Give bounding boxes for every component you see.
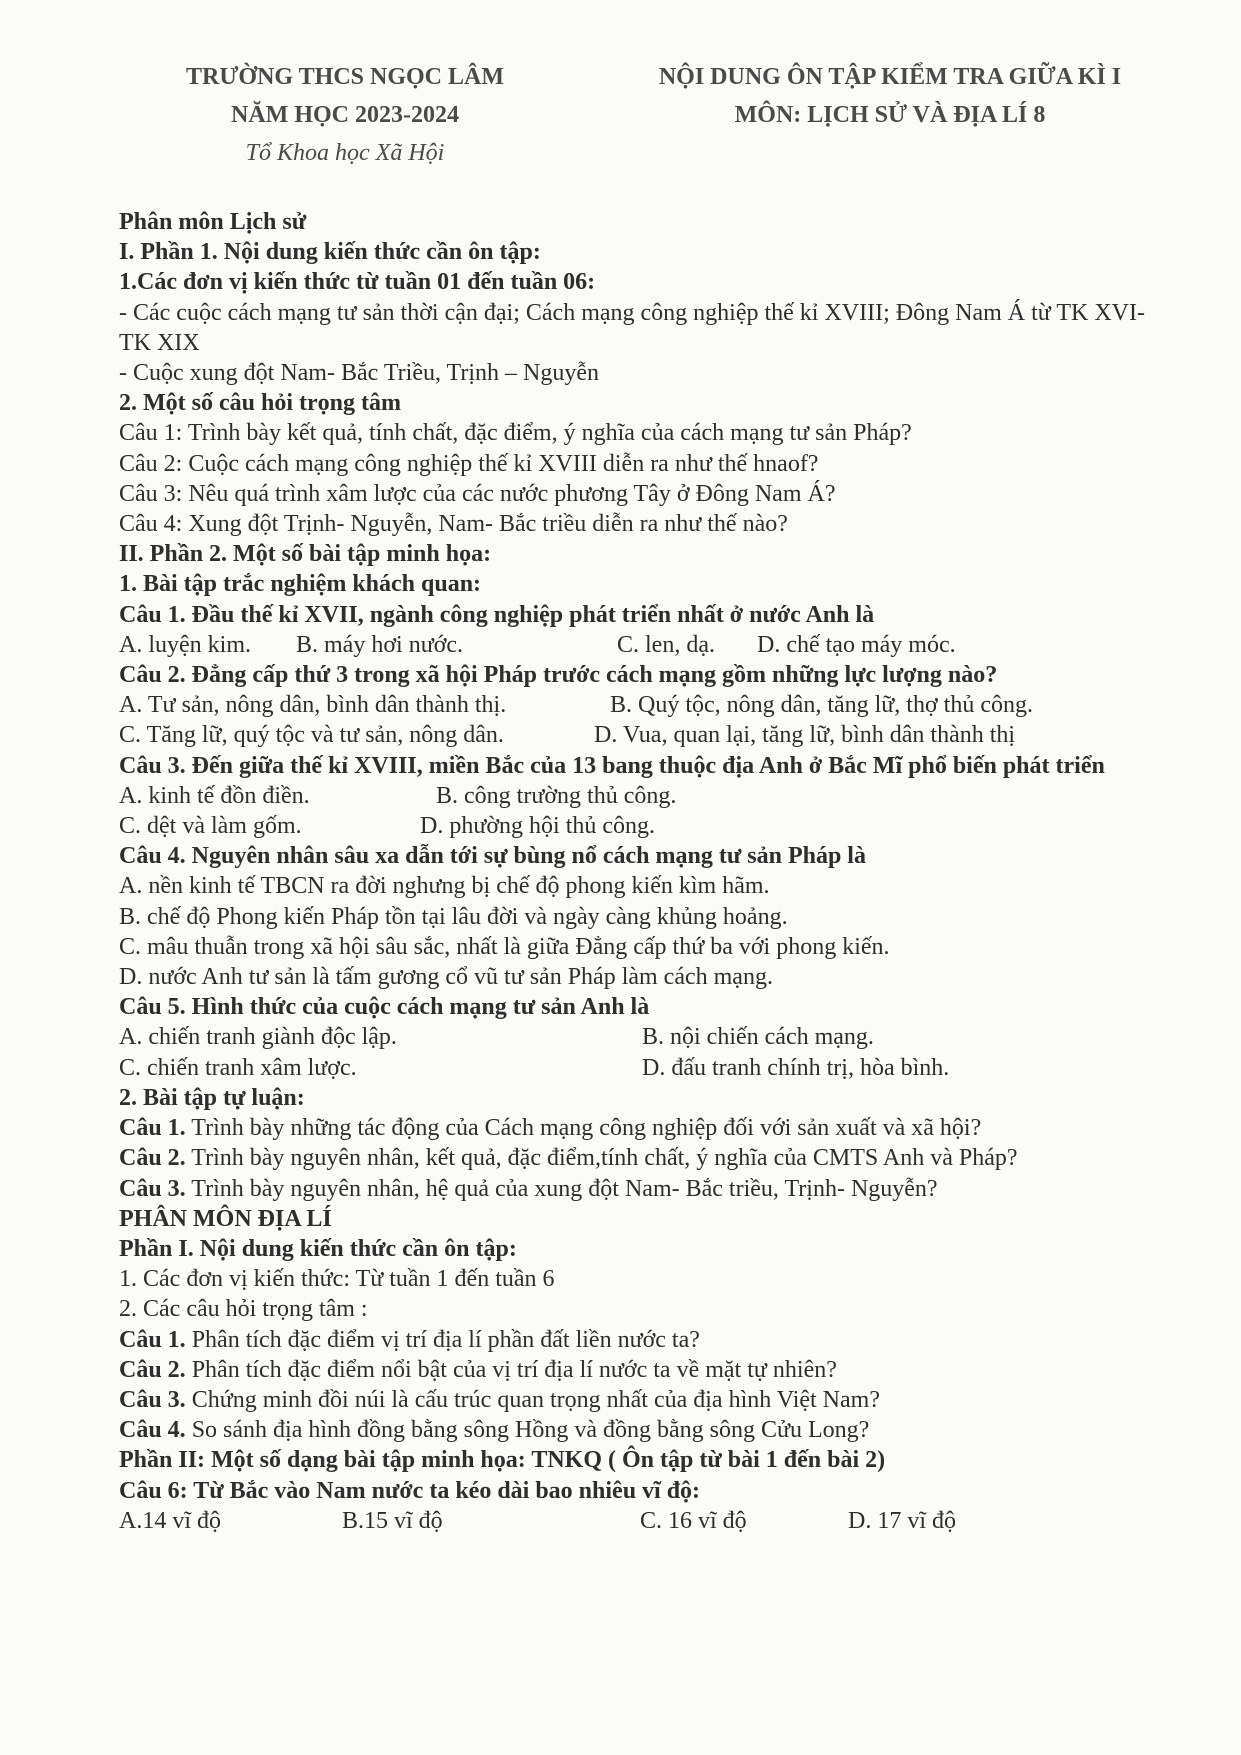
mcq-option-d: D. chế tạo máy móc. [757,631,956,658]
mcq-option-d: D. Vua, quan lại, tăng lữ, bình dân thành thị [594,722,1016,749]
mcq-option-a: A. luyện kim. [119,631,251,658]
question-label: Câu 1. [119,1326,186,1353]
mcq-option-a: A. Tư sản, nông dân, bình dân thành thị. [119,692,507,719]
geography-key-question [119,1385,1181,1415]
geography-key-title: 2. Các câu hỏi trọng tâm : [119,1296,368,1323]
essay-question [119,1113,1181,1143]
mcq-options [119,1053,1181,1083]
school-header [150,58,540,172]
subject-title: MÔN: LỊCH SỬ VÀ ĐỊA LÍ 8 [734,102,1046,128]
history-unit-item: - Cuộc xung đột Nam- Bắc Triều, Trịnh – Nguyễn [119,360,599,387]
mcq-options [119,811,1181,841]
mcq-options [119,1022,1181,1052]
document-header [620,58,1160,134]
mcq-option-b: B. công trường thủ công. [436,782,677,809]
geography-part2-title: Phần II: Một số dạng bài tập minh họa: TNKQ ( Ôn tập từ bài 1 đến bài 2) [119,1447,886,1474]
mcq-option-a: A. chiến tranh giành độc lập. [119,1024,397,1051]
mcq-option-d: D. đấu tranh chính trị, hòa bình. [642,1054,950,1081]
question-text: Chứng minh đồi núi là cấu trúc quan trọng nhất của địa hình Việt Nam? [185,1386,880,1413]
history-units-title: 1.Các đơn vị kiến thức từ tuần 01 đến tuần 06: [119,269,596,296]
essay-text: Trình bày nguyên nhân, kết quả, đặc điểm,tính chất, ý nghĩa của CMTS Anh và Pháp? [185,1145,1018,1172]
department: Tổ Khoa học Xã Hội [245,140,445,166]
history-unit-item: - Các cuộc cách mạng tư sản thời cận đại; Cách mạng công nghiệp thế kỉ XVIII; Đông Nam Á từ TK XVI- TK XIX [119,299,1145,356]
mcq-options [119,1506,1181,1536]
history-mcq-title: 1. Bài tập trắc nghiệm khách quan: [119,571,482,598]
history-key-question: Câu 1: Trình bày kết quả, tính chất, đặc điểm, ý nghĩa của cách mạng tư sản Pháp? [119,420,912,447]
question-label: Câu 2. [119,1356,186,1383]
history-key-question: Câu 2: Cuộc cách mạng công nghiệp thế kỉ XVIII diễn ra như thế hnaof? [119,450,819,477]
geography-key-question [119,1415,1181,1445]
essay-text: Trình bày nguyên nhân, hệ quả của xung đột Nam- Bắc triều, Trịnh- Nguyễn? [185,1175,938,1202]
question-label: Câu 4. [119,1417,186,1444]
mcq-question: Câu 1. Đầu thế kỉ XVII, ngành công nghiệp phát triển nhất ở nước Anh là [119,601,875,628]
geography-part1-title: Phần I. Nội dung kiến thức cần ôn tập: [119,1235,517,1262]
question-label: Câu 3. [119,1386,186,1413]
document-body [119,207,1181,1536]
essay-label: Câu 3. [119,1175,186,1202]
mcq-option-c: C. dệt và làm gốm. [119,813,302,840]
mcq-options [119,690,1181,720]
mcq-options [119,720,1181,750]
mcq-option-a: A. nền kinh tế TBCN ra đời nghưng bị chế độ phong kiến kìm hãm. [119,873,770,900]
mcq-option-a: A. kinh tế đồn điền. [119,782,310,809]
geography-key-question [119,1355,1181,1385]
essay-title: 2. Bài tập tự luận: [119,1084,305,1111]
history-key-question: Câu 3: Nêu quá trình xâm lược của các nước phương Tây ở Đông Nam Á? [119,480,836,507]
mcq-option-c: C. Tăng lữ, quý tộc và tư sản, nông dân. [119,722,504,749]
mcq-question: Câu 2. Đẳng cấp thứ 3 trong xã hội Pháp trước cách mạng gồm những lực lượng nào? [119,662,998,689]
mcq-options [119,781,1181,811]
mcq-option-d: D. nước Anh tư sản là tấm gương cổ vũ tư sản Pháp làm cách mạng. [119,964,773,991]
history-heading: Phân môn Lịch sử [119,209,307,235]
history-part1-title: I. Phần 1. Nội dung kiến thức cần ôn tập: [119,239,541,266]
essay-text: Trình bày những tác động của Cách mạng công nghiệp đối với sản xuất và xã hội? [185,1115,982,1142]
history-key-title: 2. Một số câu hỏi trọng tâm [119,390,401,417]
essay-label: Câu 1. [119,1115,186,1142]
geography-heading: PHÂN MÔN ĐỊA LÍ [119,1205,332,1232]
essay-question [119,1143,1181,1173]
question-text: Phân tích đặc điểm nổi bật của vị trí địa lí nước ta về mặt tự nhiên? [185,1356,837,1383]
history-part2-title: II. Phần 2. Một số bài tập minh họa: [119,541,492,568]
mcq-option-a: A.14 vĩ độ [119,1507,221,1534]
mcq-options [119,630,1181,660]
question-text: Phân tích đặc điểm vị trí địa lí phần đất liền nước ta? [185,1326,700,1353]
school-name: TRƯỜNG THCS NGỌC LÂM [185,64,505,90]
mcq-question: Câu 6: Từ Bắc vào Nam nước ta kéo dài bao nhiêu vĩ độ: [119,1477,701,1504]
mcq-option-b: B.15 vĩ độ [342,1507,443,1534]
essay-label: Câu 2. [119,1145,186,1172]
mcq-question: Câu 4. Nguyên nhân sâu xa dẫn tới sự bùng nổ cách mạng tư sản Pháp là [119,843,866,870]
mcq-option-c: C. mâu thuẫn trong xã hội sâu sắc, nhất là giữa Đẳng cấp thứ ba với phong kiến. [119,933,890,960]
mcq-option-b: B. Quý tộc, nông dân, tăng lữ, thợ thủ công. [610,692,1033,719]
mcq-option-d: D. phường hội thủ công. [420,813,656,840]
history-key-question: Câu 4: Xung đột Trịnh- Nguyễn, Nam- Bắc triều diễn ra như thế nào? [119,511,788,538]
geography-key-question [119,1325,1181,1355]
school-year: NĂM HỌC 2023-2024 [231,102,459,128]
mcq-option-b: B. chế độ Phong kiến Pháp tồn tại lâu đời và ngày càng khủng hoảng. [119,903,788,930]
mcq-question: Câu 3. Đến giữa thế kỉ XVIII, miền Bắc của 13 bang thuộc địa Anh ở Bắc Mĩ phổ biến phát triển [119,752,1105,779]
geography-units: 1. Các đơn vị kiến thức: Từ tuần 1 đến tuần 6 [119,1266,555,1293]
mcq-question: Câu 5. Hình thức của cuộc cách mạng tư sản Anh là [119,994,650,1021]
mcq-option-c: C. chiến tranh xâm lược. [119,1054,357,1081]
document-title: NỘI DUNG ÔN TẬP KIỂM TRA GIỮA KÌ I [658,64,1122,90]
mcq-option-c: C. len, dạ. [617,631,715,658]
mcq-option-d: D. 17 vĩ độ [848,1507,956,1534]
essay-question [119,1174,1181,1204]
question-text: So sánh địa hình đồng bằng sông Hồng và đồng bằng sông Cửu Long? [185,1417,870,1444]
mcq-option-b: B. máy hơi nước. [296,631,464,658]
mcq-option-b: B. nội chiến cách mạng. [642,1024,874,1051]
mcq-option-c: C. 16 vĩ độ [640,1507,747,1534]
